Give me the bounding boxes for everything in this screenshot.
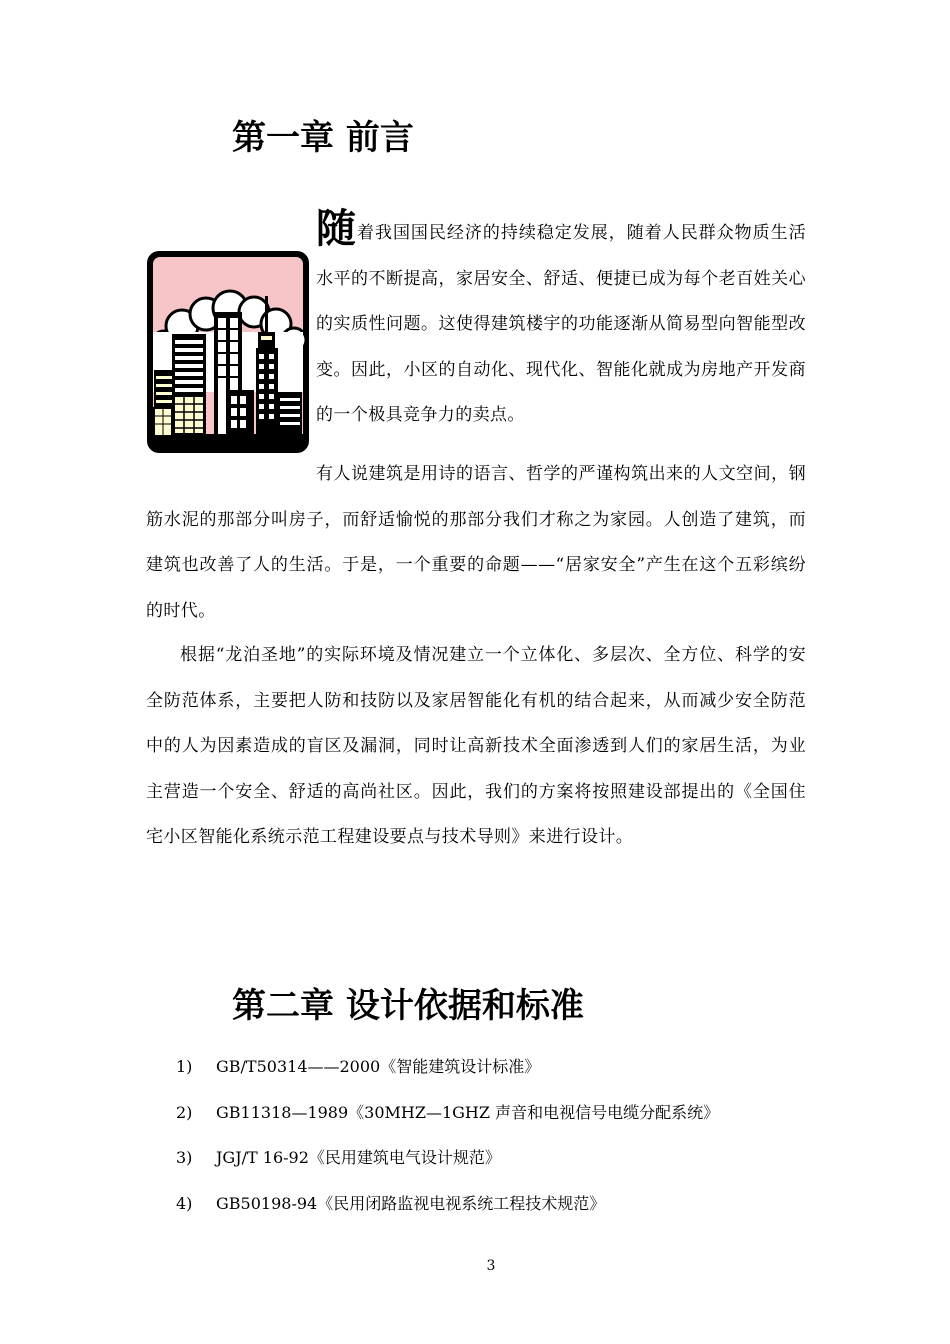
list-item-number: 4) xyxy=(176,1193,193,1213)
page-number: 3 xyxy=(486,1258,496,1274)
list-item xyxy=(176,1185,719,1231)
list-item xyxy=(176,1048,719,1094)
list-item-text: GB11318—1989《30MHZ—1GHZ 声音和电视信号电缆分配系统》 xyxy=(216,1102,720,1122)
list-item-text: GB/T50314——2000《智能建筑设计标准》 xyxy=(216,1057,541,1076)
intro-paragraph-2: 有人说建筑是用诗的语言、哲学的严谨构筑出来的人文空间，钢筋水泥的那部分叫房子，而舒适愉悦的那部分我们才称之为家园。人创造了建筑，而建筑也改善了人的生活。于是，一个重要的命题——“居家安全”产生在这个五彩缤纷的时代。 xyxy=(146,464,806,621)
chapter-2-title: 第二章 设计依据和标准 xyxy=(232,986,584,1026)
intro-paragraph-1-text: 着我国国民经济的持续稳定发展，随着人民群众物质生活水平的不断提高，家居安全、舒适、便捷已成为每个老百姓关心的实质性问题。这使得建筑楼宇的功能逐渐从简易型向智能型改变。因此，小区的自动化、现代化、智能化就成为房地产开发商的一个极具竞争力的卖点。 xyxy=(316,223,806,426)
city-skyline-icon xyxy=(144,248,312,456)
list-item-number: 3) xyxy=(176,1148,193,1167)
list-item-text: JGJ/T 16-92《民用建筑电气设计规范》 xyxy=(216,1148,501,1167)
intro-paragraph-1 xyxy=(316,206,806,439)
list-item-text: GB50198-94《民用闭路监视电视系统工程技术规范》 xyxy=(216,1193,606,1213)
list-item xyxy=(176,1139,719,1185)
list-item-number: 2) xyxy=(176,1102,193,1122)
list-item-number: 1) xyxy=(176,1057,193,1076)
standards-list xyxy=(176,1048,719,1230)
chapter-1-title: 第一章 前言 xyxy=(232,118,414,158)
intro-paragraph-3: 根据“龙泊圣地”的实际环境及情况建立一个立体化、多层次、全方位、科学的安全防范体系，主要把人防和技防以及家居智能化有机的结合起来，从而减少安全防范中的人为因素造成的盲区及漏洞，同时让高新技术全面渗透到人们的家居生活，为业主营造一个安全、舒适的高尚社区。因此，我们的方案将按照建设部提出的《全国住宅小区智能化系统示范工程建设要点与技术导则》来进行设计。 xyxy=(146,645,806,848)
list-item xyxy=(176,1094,719,1140)
drop-cap: 随 xyxy=(316,206,357,252)
